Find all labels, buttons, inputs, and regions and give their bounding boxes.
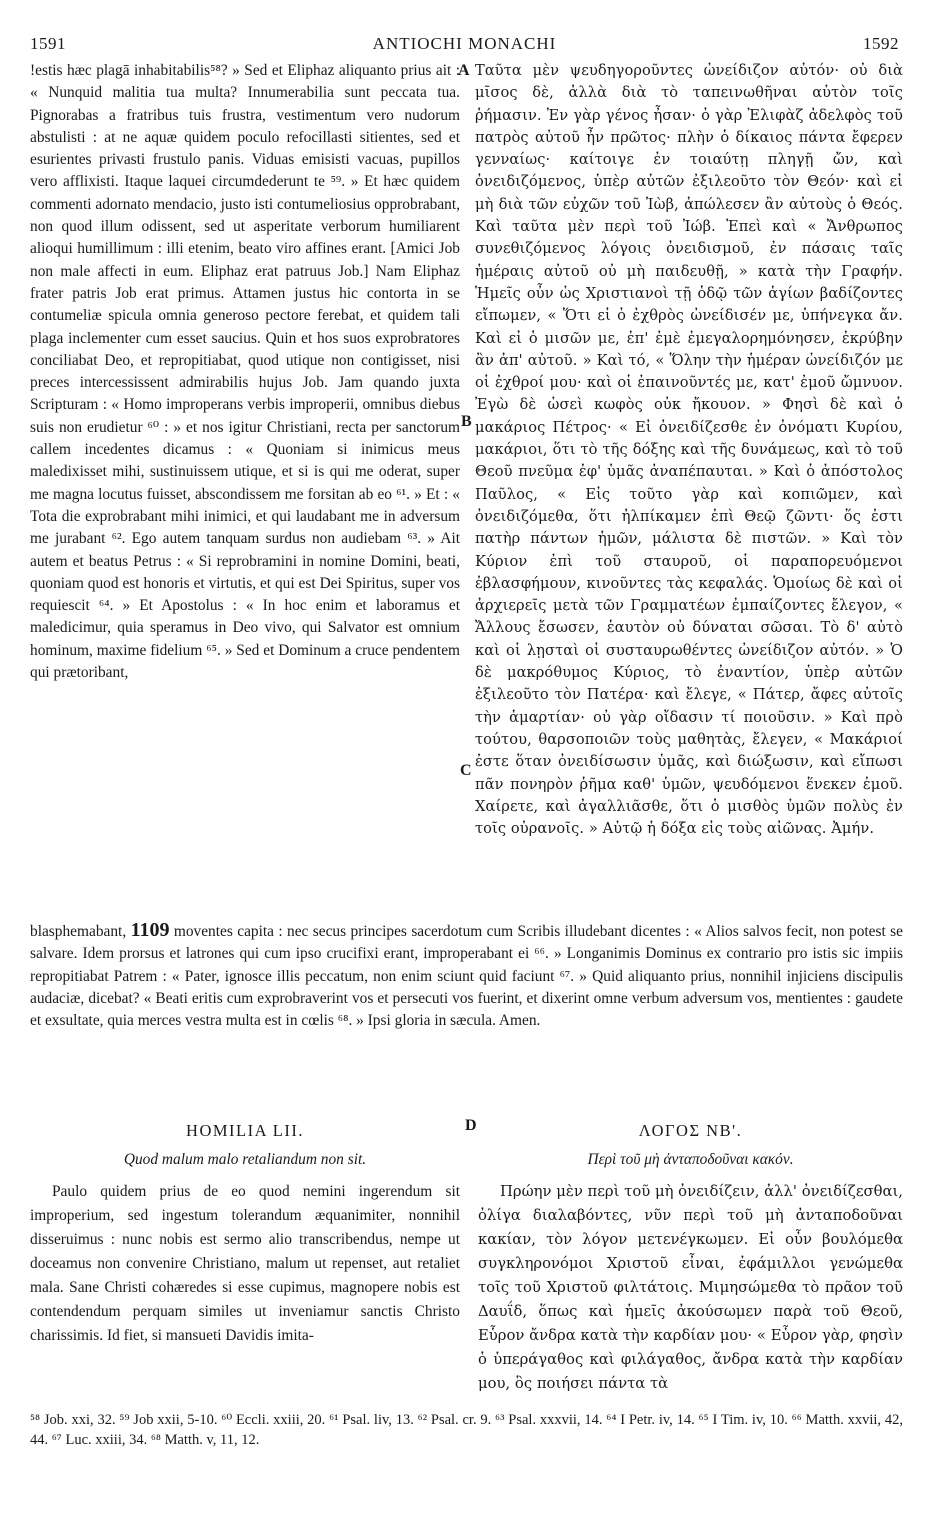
- greek-column: [475, 60, 903, 840]
- marker-a: A: [458, 62, 470, 79]
- marker-d: D: [465, 1117, 477, 1134]
- homily-greek-subtitle: Περὶ τοῦ μὴ ἀνταποδοῦναι κακόν.: [587, 1151, 794, 1168]
- marker-b: B: [461, 413, 472, 430]
- full-width-paragraph: [30, 919, 903, 1032]
- homily-greek-body: [478, 1180, 903, 1396]
- homily-latin-body: [30, 1180, 460, 1348]
- latin-column: [30, 60, 460, 684]
- homily-greek-text: Πρώην μὲν περὶ τοῦ μὴ ὀνειδίζειν, ἀλλ' ὀνειδίζεσθαι, ὀλίγα διαλαβόντες, νῦν περὶ τοῦ μὴ ἀνταποδοῦναι κακίαν, τὸν λόγον μετενέγκωμεν. Εἰ οὖν βουλόμεθα συγκληρονόμοι Χριστοῦ εἶναι, ἐφάμιλλοι γενώμεθα τοῖς τοῦ Χριστοῦ φιλτάτοις. Μιμησώμεθα τὸ πρᾶον τοῦ Δαυΐδ, ὅπως καὶ ἡμεῖς ἀκούσωμεν παρὰ τοῦ Θεοῦ, Εὗρον ἄνδρα κατὰ τὴν καρδίαν μου· « Εὗρον γὰρ, φησὶν ὁ ὑπεράγαθος καὶ φιλάγαθος, ἄνδρα κατὰ τὴν καρδίαν μου, ὃς ποιήσει πάντα τὰ: [478, 1183, 903, 1392]
- right-page-number: 1592: [863, 34, 899, 53]
- homily-latin-subtitle: Quod malum malo retaliandum non sit.: [123, 1151, 367, 1168]
- full-width-text: moventes capita : nec secus principes sacerdotum cum Scribis illudebant dicentes : « Alios salvos fecit, non potest se salvare. Idem prorsus et latrones qui cum ipso crucifixi erant, improperabant ei ⁶⁶. » Longanimis Dominus ex contrario pro istis sic impiis repropitiabat Patrem : « Pater, ignosce illis peccatum, non enim sciunt quid faciunt ⁶⁷. » Quid aliquanto prius, nonnihil injiciens discipulis audaciæ, dicebat? « Beati eritis cum exprobraverint vos et persecuti vos fuerint, et dixerint omne verbum adversum vos, mentientes : gaudete et exsultate, quia merces vestra multa est in cœlis ⁶⁸. » Ipsi gloria in sæcula. Amen.: [30, 923, 903, 1030]
- left-page-number: 1591: [30, 34, 66, 53]
- greek-text: Ταῦτα μὲν ψευδηγοροῦντες ὠνείδιζον αὐτόν· οὐ διὰ μῖσος δὲ, ἀλλὰ διὰ τὸ ταπεινωθῆναι αὐτὸν τοῖς ῥήμασιν. Ἐν γὰρ γένος ἦσαν· ὁ γὰρ Ἐλιφὰζ ἀδελφὸς τοῦ πατρὸς αὐτοῦ ἦν πρῶτος· πλὴν ὁ δίκαιος πάντα ἔφερεν γενναίως· καίτοιγε ἐν τοιαύτῃ πληγῇ ὤν, καὶ ὀνειδιζόμενος, ὑπὲρ αὐτῶν ἐξιλεοῦτο τὸν Θεόν· καὶ εἰ μὴ διὰ τῶν εὐχῶν τοῦ Ἰὼβ, ἀπώλεσεν ἂν αὐτοὺς ὁ Θεός. Καὶ ταῦτα μὲν περὶ τοῦ Ἰώβ. Ἐπεὶ καὶ « Ἄνθρωπος συνεθιζόμενος λόγοις ὀνειδισμοῦ, ἐν πάσαις ταῖς ἡμέραις αὐτοῦ οὐ μὴ παιδευθῇ, » κατὰ τὴν Γραφήν. Ἡμεῖς οὖν ὡς Χριστιανοὶ τῇ ὁδῷ τῶν ἁγίων βαδίζοντες εἴπωμεν, « Ὅτι εἰ ὁ ἐχθρὸς ὠνείδισέν με, ὑπήνεγκα ἄν. Καὶ εἰ ὁ μισῶν με, ἐπ' ἐμὲ ἐμεγαλορημόνησεν, ἐκρύβην ἂν ἀπ' αὐτοῦ. » Καὶ τό, « Ὅλην τὴν ἡμέραν ὠνείδιζόν με οἱ ἐχθροί μου· καὶ οἱ ἐπαινοῦντές με, κατ' ἐμοῦ ὤμνυον. Ἐγὼ δὲ ὡσεὶ κωφὸς οὐκ ἤκουον. » Φησὶ δὲ καὶ ὁ μακάριος Πέτρος· « Εἰ ὀνειδίζεσθε ἐν ὀνόματι Κυρίου, μακάριοι, ὅτι τὸ τῆς δόξης καὶ τῆς δυνάμεως, καὶ τὸ τοῦ Θεοῦ πνεῦμα ἐφ' ὑμᾶς ἀναπέπαυται. » Καὶ ὁ ἀπόστολος Παῦλος, « Εἰς τοῦτο γὰρ καὶ κοπιῶμεν, καὶ ὀνειδιζόμεθα, ὅτι ἠλπίκαμεν ἐπὶ Θεῷ ζῶντι· ὅς ἐστι πατὴρ πάντων ἡμῶν, μάλιστα δὲ πιστῶν. » Καὶ τὸν Κύριον ἐπὶ τοῦ σταυροῦ, οἱ παραπορευόμενοι ἐβλασφήμουν, κινοῦντες τὰς κεφαλάς. Ὁμοίως δὲ καὶ οἱ ἀρχιερεῖς μετὰ τῶν Γραμματέων ἐμπαίζοντες ἔλεγον, « Ἄλλους ἔσωσεν, ἑαυτὸν οὐ δύναται σῶσαι. Τὸ δ' αὐτὸ καὶ οἱ λῃσταὶ οἱ συσταυρωθέντες ὠνείδιζον αὐτόν. » Ὁ δὲ μακρόθυμος Κύριος, τὸ ἐναντίον, ὑπὲρ αὐτῶν ἐξιλεοῦτο τὸν Πατέρα· καὶ ἔλεγε, « Πάτερ, ἄφες αὐτοῖς τὴν ἁμαρτίαν· οὐ γὰρ οἴδασιν τί ποιοῦσιν. » Καὶ πρὸ τούτου, θαρσοποιῶν τοὺς μαθητὰς, ἔλεγεν, « Μακάριοί ἐστε ὅταν ὀνειδίσωσιν ὑμᾶς, καὶ διώξωσιν, καὶ εἴπωσι πᾶν πονηρὸν ῥῆμα καθ' ὑμῶν, ψευδόμενοι ἕνεκεν ἐμοῦ. Χαίρετε, καὶ ἀγαλλιᾶσθε, ὅτι ὁ μισθὸς ὑμῶν πολὺς ἐν τοῖς οὐρανοῖς. » Αὐτῷ ἡ δόξα εἰς τοὺς αἰῶνας. Ἀμήν.: [475, 62, 903, 838]
- homily-latin-text: Paulo quidem prius de eo quod nemini ingerendum sit improperium, sed ingestum tolerandum æquanimiter, nonnihil disseruimus : nunc nobis est sermo alio transcribendus, nempe ut doceamus non convenire Christiano, malum ut repenset, aut retaliet mala. Sane Christi cohæredes si esse cupimus, magnopere nobis est contendendum perquam similes ut inveniamur sanctis Christo charissimis. Id fiet, si mansueti Davidis imita-: [30, 1183, 460, 1344]
- marker-c: C: [460, 762, 472, 779]
- page-header: [30, 34, 899, 58]
- latin-text: !estis hæc plagā inhabitabilis⁵⁸? » Sed et Eliphaz aliquanto prius ait : « Nunquid malitia tua multa? Innumerabilia sunt peccata tua. Pignorabas a fratribus tuis frustra, vestimentum vero nudorum abstulisti : at ne aquæ quidem poculo refocillasti sitientes, sed et esurientes privasti frustulo panis. Viduas emisisti vacuas, pupillos vero afflixisti. Itaque laquei circumdederunt te ⁵⁹. » Et hæc quidem commenti adornato mendacio, justo isti contumeliosius opprobrabant, non quod illum odissent, sed ut asperitate verborum humiliarent alioqui humillimum : illi etenim, beato viro affines erant. [Amici Job non male affecti in eum. Eliphaz erat patruus Job.] Nam Eliphaz frater patris Job erat primus. Attamen justus hic contorta in se contumeliæ spicula omnia generoso pectore ferebat, et quidem tali plaga inclementer cum esset saucius. Quin et hos suos exprobratores conciliabat Deo, et repropitiabat, quod utique non contigisset, nisi preces intercessissent admirabilis hujus Job. Jam quando juxta Scripturam : « Homo improperans verbis improperii, omnibus diebus suis non erudietur ⁶⁰ : » et nos igitur Christiani, recta per sanctorum callem incedentes dicamus : « Quoniam si inimicus meus maledixisset mihi, sustinuissem utique, et si is qui me oderat, super me magna locutus fuisset, abscondissem me forsitan ab eo ⁶¹. » Et : « Tota die exprobrabant mihi inimici, et qui laudabant me in adversum me jurabant ⁶². Ego autem tanquam surdus non audiebam ⁶³. » Ait autem et beatus Petrus : « Si reprobramini in nomine Domini, beati, quoniam quod est honoris et virtutis, et qui est Dei Spiritus, super vos requiescit ⁶⁴. » Et Apostolus : « In hoc enim et laboramus et maledicimur, quia speramus in Deo vivo, qui Salvator est omnium hominum, maxime fidelium ⁶⁵. » Sed et Dominum a cruce pendentem qui prætoribant,: [30, 62, 460, 682]
- homily-greek-title: ΛΟΓΟΣ ΝΒ'.: [638, 1121, 743, 1140]
- homily-latin-title: HOMILIA LII.: [186, 1121, 304, 1140]
- footnotes-text: ⁵⁸ Job. xxi, 32. ⁵⁹ Job xxii, 5-10. ⁶⁰ Eccli. xxiii, 20. ⁶¹ Psal. liv, 13. ⁶² Psal. cr. 9. ⁶³ Psal. xxxvii, 14. ⁶⁴ I Petr. iv, 14. ⁶⁵ I Tim. iv, 10. ⁶⁶ Matth. xxvii, 42, 44. ⁶⁷ Luc. xxiii, 34. ⁶⁸ Matth. v, 11, 12.: [30, 1412, 903, 1448]
- full-width-lead: blasphemabant,: [30, 923, 127, 940]
- footnote-rule: [30, 1398, 903, 1399]
- column-number: 1109: [130, 919, 170, 941]
- running-title: ANTIOCHI MONACHI: [372, 34, 557, 53]
- footnotes: [30, 1410, 903, 1450]
